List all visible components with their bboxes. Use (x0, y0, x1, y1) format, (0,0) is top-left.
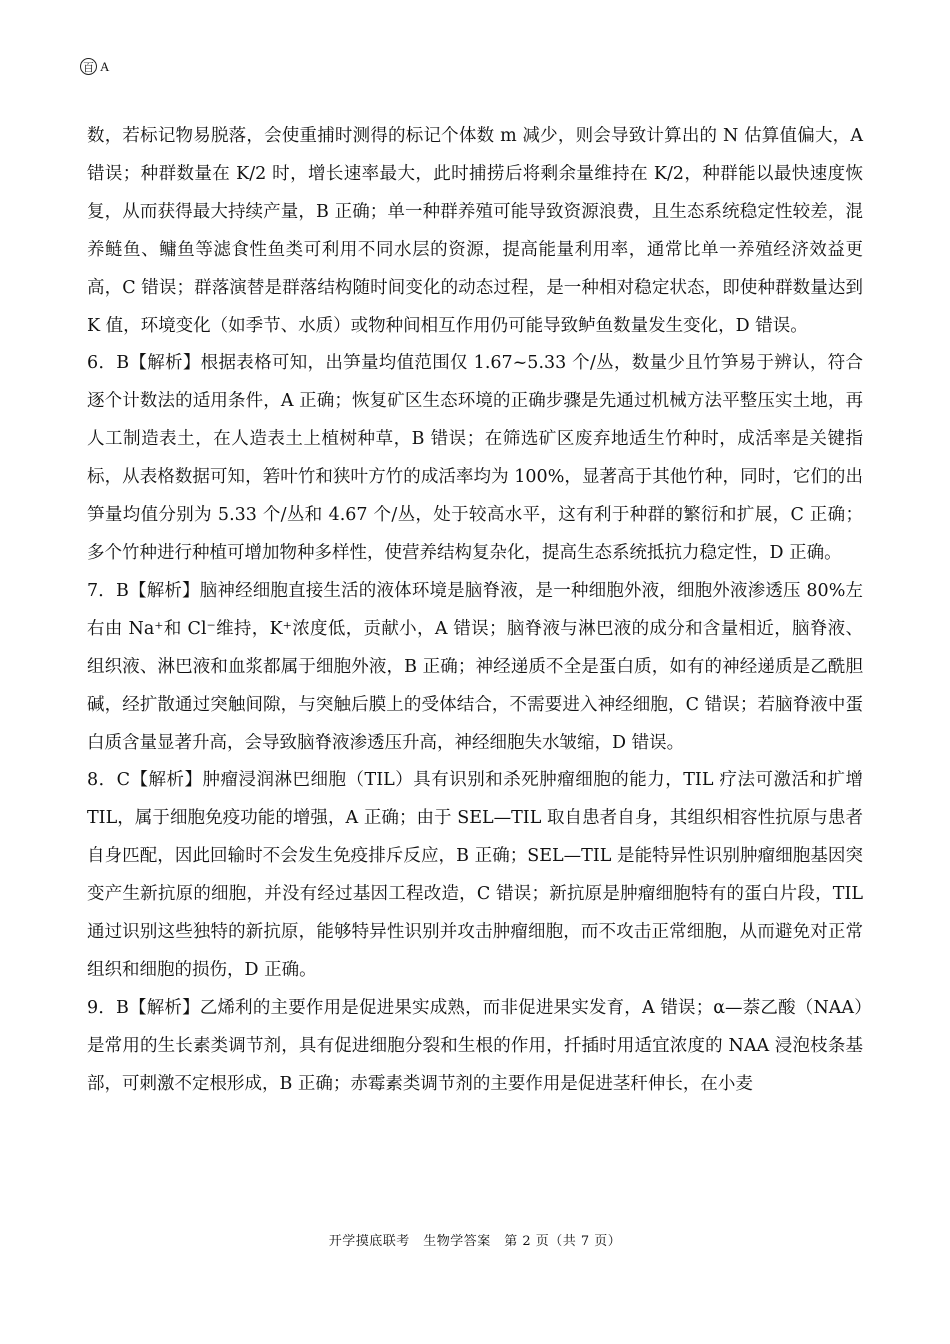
paragraph-answer-8: 8．C【解析】肿瘤浸润淋巴细胞（TIL）具有识别和杀死肿瘤细胞的能力，TIL 疗法可激活和扩增 TIL，属于细胞免疫功能的增强，A 正确；由于 SEL—TIL 取自患者自身，其组织相容性抗原与患者自身匹配，因此回输时不会发生免疫排斥反应，B 正确；SEL—TIL 是能特异性识别肿瘤细胞基因突变产生新抗原的细胞，并没有经过基因工程改造，C 错误；新抗原是肿瘤细胞特有的蛋白片段，TIL 通过识别这些独特的新抗原，能够特异性识别并攻击肿瘤细胞，而不攻击正常细胞，从而避免对正常组织和细胞的损伤，D 正确。 (87, 770, 863, 980)
paragraph-continuation-q5: 数，若标记物易脱落，会使重捕时测得的标记个体数 m 减少，则会导致计算出的 N 估算值偏大，A 错误；种群数量在 K/2 时，增长速率最大，此时捕捞后将剩余量维持在 K/2，种群能以最快速度恢复，从而获得最大持续产量，B 正确；单一种群养殖可能导致资源浪费，且生态系统稳定性较差，混养鲢鱼、鳙鱼等滤食性鱼类可利用不同水层的资源，提高能量利用率，通常比单一养殖经济效益更高，C 错误；群落演替是群落结构随时间变化的动态过程，是一种相对稳定状态，即使种群数量达到 K 值，环境变化（如季节、水质）或物种间相互作用仍可能导致鲈鱼数量发生变化，D 错误。 (87, 126, 863, 336)
document-body (87, 118, 863, 1104)
header-badge (80, 58, 109, 75)
badge-letter: A (100, 58, 110, 74)
paragraph-answer-6: 6．B【解析】根据表格可知，出笋量均值范围仅 1.67~5.33 个/丛，数量少且竹笋易于辨认，符合逐个计数法的适用条件，A 正确；恢复矿区生态环境的正确步骤是先通过机械方法平整压实土地，再人工制造表土，在人造表土上植树种草，B 错误；在筛选矿区废弃地适生竹种时，成活率是关键指标，从表格数据可知，箬叶竹和狭叶方竹的成活率均为 100%，显著高于其他竹种，同时，它们的出笋量均值分别为 5.33 个/丛和 4.67 个/丛，处于较高水平，这有利于种群的繁衍和扩展，C 正确；多个竹种进行种植可增加物种多样性，使营养结构复杂化，提高生态系统抵抗力稳定性，D 正确。 (87, 353, 863, 563)
paragraph-answer-9: 9．B【解析】乙烯利的主要作用是促进果实成熟，而非促进果实发育，A 错误；α—萘乙酸（NAA）是常用的生长素类调节剂，具有促进细胞分裂和生根的作用，扦插时用适宜浓度的 NAA 浸泡枝条基部，可刺激不定根形成，B 正确；赤霉素类调节剂的主要作用是促进茎秆伸长，在小麦 (87, 997, 863, 1094)
paragraph-answer-7: 7．B【解析】脑神经细胞直接生活的液体环境是脑脊液，是一种细胞外液，细胞外液渗透压 80%左右由 Na⁺和 Cl⁻维持，K⁺浓度低，贡献小，A 错误；脑脊液与淋巴液的成分和含量相近，脑脊液、组织液、淋巴液和血浆都属于细胞外液，B 正确；神经递质不全是蛋白质，如有的神经递质是乙酰胆碱，经扩散通过突触间隙，与突触后膜上的受体结合，不需要进入神经细胞，C 错误；若脑脊液中蛋白质含量显著升高，会导致脑脊液渗透压升高，神经细胞失水皱缩，D 错误。 (87, 580, 863, 753)
badge-circle-char: 百 (80, 58, 97, 75)
page-footer: 开学摸底联考 生物学答案 第 2 页（共 7 页） (328, 1234, 622, 1249)
